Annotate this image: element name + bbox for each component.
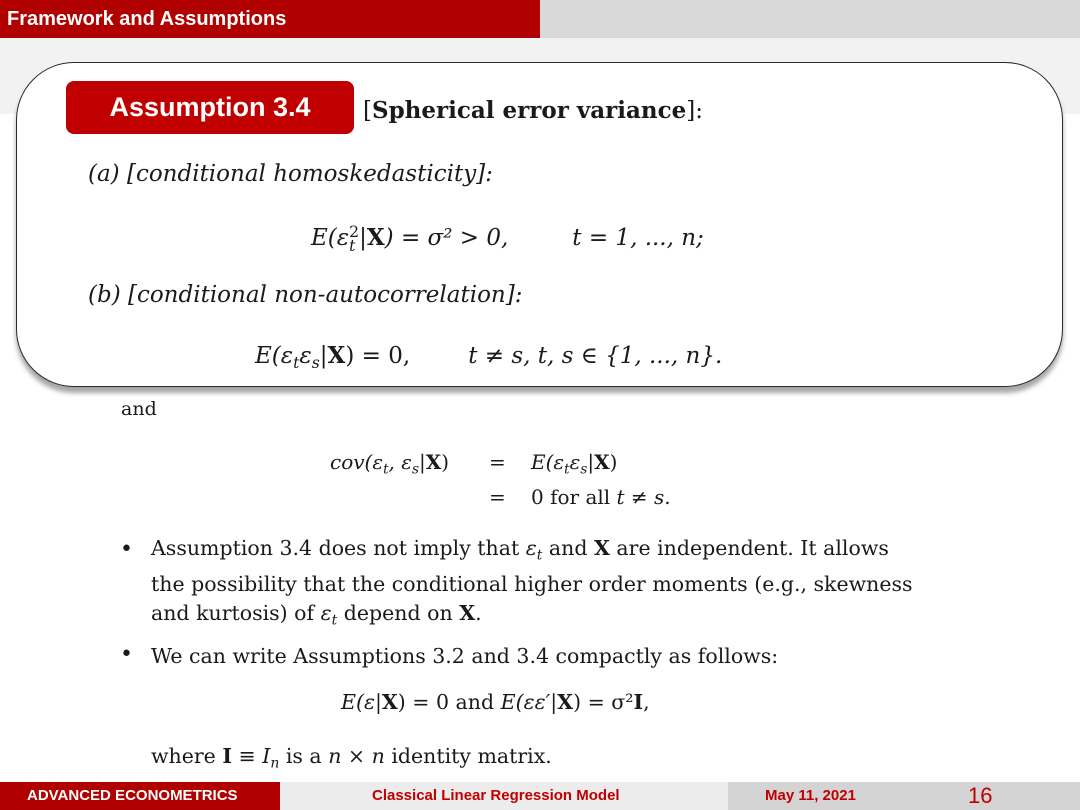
assumption-name-bold: Spherical error variance [371, 97, 687, 124]
cov-lhs: $cov(\varepsilon_t$, $\varepsilon_s|X$) [330, 450, 450, 478]
equation-b-range: t ≠ s, t, s ∈ {1, ..., n}. [468, 343, 723, 369]
equation-a: E(ε 2 t |X) = σ² > 0, t = 1, ..., n; [311, 221, 704, 255]
equation-b: $E(\varepsilon_t\varepsilon_s|X) = 0$, t ≠ s, t, s ∈ {1, ..., n}. [255, 342, 723, 372]
equation-a-range: t = 1, ..., n; [572, 225, 704, 251]
and-word: and [121, 398, 157, 420]
footer-date: May 11, 2021 [765, 787, 856, 804]
bullet-2-text: We can write Assumptions 3.2 and 3.4 compactly as follows: [151, 644, 779, 668]
bullet-dot-2: • [120, 642, 133, 667]
footer-course: ADVANCED ECONOMETRICS [0, 782, 280, 810]
header-bar-right [540, 0, 1080, 38]
footer-bar [0, 782, 1080, 810]
assumption-name: [Spherical error variance]: [363, 97, 703, 124]
bullet-1-text: Assumption 3.4 does not imply that $\varepsilon_t$ and X are independent. It allows the possibility that the conditional higher order moments (e.g., skewness and kurtosis) of $\varepsilon_t$ depend on X. [151, 536, 913, 629]
cov-equals-1: = [489, 450, 506, 474]
where-line: where $I \equiv I_n$ is a n × n identity matrix. [151, 744, 552, 772]
cov-rhs-2: 0 for all t ≠ s. [531, 485, 671, 509]
section-title: Framework and Assumptions [7, 8, 287, 30]
condition-a-label: (a) [conditional homoskedasticity]: [88, 161, 493, 187]
assumption-badge: Assumption 3.4 [66, 81, 354, 134]
supsub: 2 t [349, 221, 360, 255]
bullet-dot-1: • [120, 537, 133, 562]
footer-topic: Classical Linear Regression Model [280, 782, 728, 810]
compact-equation: E(ε|X) = 0 and E(εε′|X) = σ²I, [341, 690, 650, 714]
page-number: 16 [968, 783, 993, 808]
cov-equals-2: = [489, 485, 506, 509]
cov-rhs-1: $E(\varepsilon_t\varepsilon_s|X)$ [531, 450, 618, 478]
condition-b-label: (b) [conditional non-autocorrelation]: [88, 282, 523, 308]
